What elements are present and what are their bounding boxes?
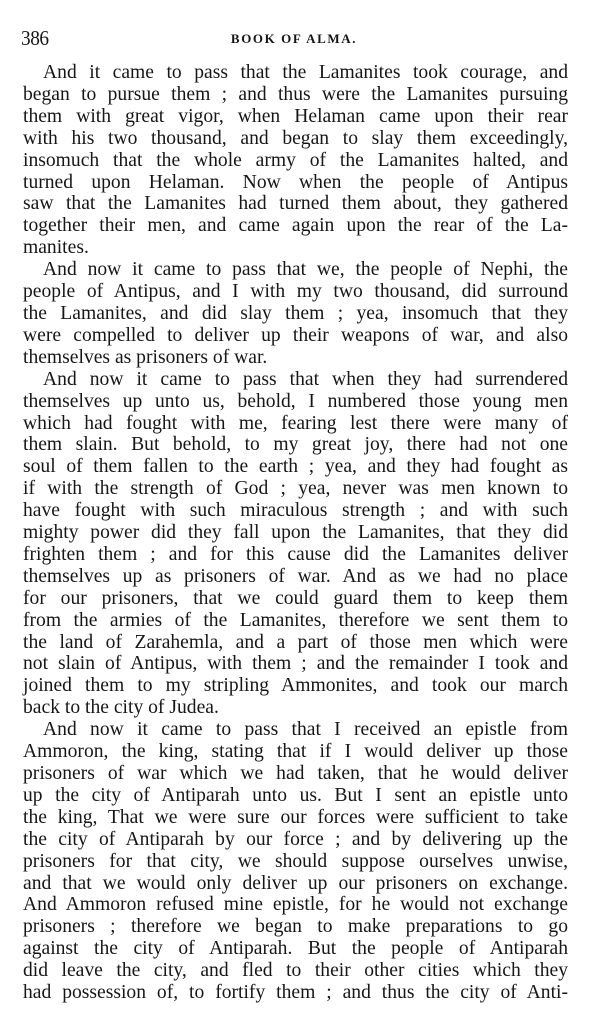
text-line: And it came to pass that the Lamanites took courage, and bbox=[43, 62, 568, 83]
body-text bbox=[23, 62, 568, 1004]
text-line: themselves up unto us, behold, I numbered those young men bbox=[23, 390, 568, 412]
text-line: And now it came to pass that we, the people of Nephi, the bbox=[43, 259, 568, 281]
running-head: BOOK OF ALMA. bbox=[230, 31, 358, 46]
text-line: joined them to my stripling Ammonites, and took our march bbox=[23, 675, 568, 697]
paragraph bbox=[23, 369, 568, 720]
text-line: them with great vigor, when Helaman came upon their rear bbox=[23, 105, 568, 127]
text-line: have fought with such miraculous strength ; and with such bbox=[23, 500, 568, 522]
text-line: And now it came to pass that I received an epistle from bbox=[43, 719, 568, 741]
text-line: frighten them ; and for this cause did the Lamanites deliver bbox=[23, 543, 568, 565]
text-line: saw that the Lamanites had turned them about, they gathered bbox=[23, 193, 568, 215]
text-line: them slain. But behold, to my great joy, there had not one bbox=[23, 434, 568, 456]
text-line: back to the city of Judea. bbox=[23, 697, 219, 719]
text-line: began to pursue them ; and thus were the Lamanites pursuing bbox=[23, 83, 568, 105]
text-line: the king, That we were sure our forces were sufficient to take bbox=[23, 806, 568, 828]
text-line: And now it came to pass that when they had surrendered bbox=[43, 368, 568, 390]
text-line: prisoners for that city, we should suppose ourselves unwise, bbox=[23, 850, 568, 872]
text-line: Ammoron, the king, stating that if I would deliver up those bbox=[23, 741, 568, 763]
paragraph bbox=[23, 62, 568, 259]
paragraph bbox=[23, 719, 568, 1004]
text-line: had possession of, to fortify them ; and thus the city of Anti- bbox=[23, 982, 568, 1004]
text-line: mighty power did they fall upon the Lamanites, that they did bbox=[23, 522, 568, 544]
text-line: themselves as prisoners of war. bbox=[23, 346, 268, 368]
text-line: people of Antipus, and I with my two thousand, did surround bbox=[23, 281, 568, 303]
text-line: up the city of Antiparah unto us. But I sent an epistle unto bbox=[23, 784, 568, 806]
paragraph bbox=[23, 259, 568, 369]
text-line: the land of Zarahemla, and a part of those men which were bbox=[23, 631, 568, 653]
text-line: for our prisoners, that we could guard them to keep them bbox=[23, 587, 568, 609]
text-line: themselves up as prisoners of war. And as we had no place bbox=[23, 565, 568, 587]
text-line: did leave the city, and fled to their other cities which they bbox=[23, 960, 568, 982]
text-line: were compelled to deliver up their weapons of war, and also bbox=[23, 324, 568, 346]
page-header bbox=[21, 26, 567, 50]
text-line: the Lamanites, and did slay them ; yea, insomuch that they bbox=[23, 302, 568, 324]
text-line: and that we would only deliver up our prisoners on exchange. bbox=[23, 872, 568, 894]
text-line: And Ammoron refused mine epistle, for he would not exchange bbox=[23, 894, 568, 916]
text-line: insomuch that the whole army of the Lamanites halted, and bbox=[23, 149, 568, 171]
text-line: manites. bbox=[23, 237, 89, 259]
text-line: the city of Antiparah by our force ; and by delivering up the bbox=[23, 828, 568, 850]
text-line: prisoners of war which we had taken, that he would deliver bbox=[23, 763, 568, 784]
text-line: not slain of Antipus, with them ; and the remainder I took and bbox=[23, 653, 568, 675]
page-number: 386 bbox=[21, 26, 49, 50]
text-line: from the armies of the Lamanites, therefore we sent them to bbox=[23, 609, 568, 631]
text-line: with his two thousand, and began to slay them exceedingly, bbox=[23, 127, 568, 149]
text-line: prisoners ; therefore we began to make preparations to go bbox=[23, 916, 568, 938]
text-line: against the city of Antiparah. But the people of Antiparah bbox=[23, 938, 568, 960]
text-line: which had fought with me, fearing lest there were many of bbox=[23, 412, 568, 434]
text-line: turned upon Helaman. Now when the people of Antipus bbox=[23, 171, 568, 193]
text-line: together their men, and came again upon the rear of the La- bbox=[23, 215, 568, 237]
text-line: if with the strength of God ; yea, never was men known to bbox=[23, 478, 568, 500]
text-line: soul of them fallen to the earth ; yea, and they had fought as bbox=[23, 456, 568, 478]
